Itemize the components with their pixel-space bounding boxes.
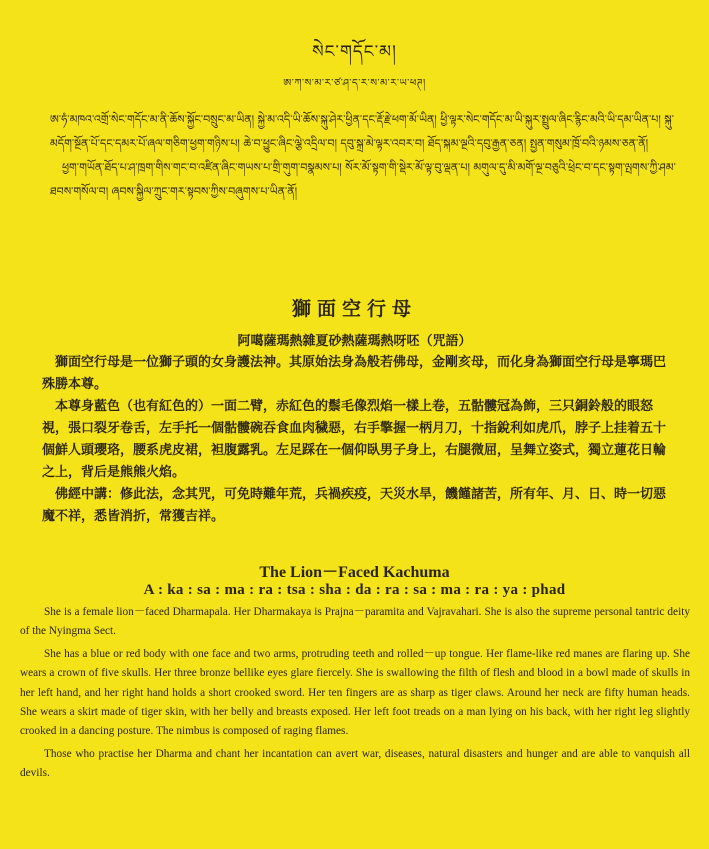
tibetan-paragraph-2: ཕྱག་གཡོན་ཐོད་པ་ཤ་ཁྲག་གིས་གང་བ་འཛིན་ཞིང་གཡས་པ་གྲི་གུག་བསྣམས་པ། སོར་མོ་སྟག་གི་སྡེར་མོ་ལྟ་བུ་ལྡན་པ། མགུལ་དུ་མི་མགོ་ལྔ་བཅུའི་ཕྲེང་བ་དང་སྟག་ལྤགས་ཀྱི་ཤམ་ཐབས་གསོལ་བ། ཞབས་སྐྱིལ་ཀྲུང་གར་སྟབས་ཀྱིས་བཞུགས་པ་ཡིན་ནོ།: [50, 161, 676, 198]
english-mantra: A : ka : sa : ma : ra : tsa : sha : da : ra : sa : ma : ra : ya : phad: [143, 582, 566, 598]
english-title: The Lion－Faced Kachuma: [259, 564, 450, 581]
tibetan-title: སེང་གདོང་མ།: [312, 42, 397, 62]
english-text-block: [20, 603, 690, 784]
chinese-paragraph-1: 獅面空行母是一位獅子頭的女身護法神。其原始法身為般若佛母，金剛亥母，而化身為獅面空行母是寧瑪巴殊勝本尊。: [42, 355, 667, 392]
chinese-mantra: 阿噶薩瑪熱雜夏砂熱薩瑪熱呀呸（咒語）: [237, 334, 472, 349]
chinese-paragraph-2: 本尊身藍色（也有紅色的）一面二臂，赤紅色的鬃毛像烈焰一樣上卷，五骷髏冠為飾，三只銅鈴般的眼怒視，張口裂牙卷舌，左手托一個骷髏碗吞食血肉穢惡，右手擎握一柄月刀，十指銳利如虎爪，脖子上挂着五十個鮮人頭瓔珞，腰系虎皮裙，袒腹露乳。左足踩在一個仰臥男子身上，右腿微屈，呈舞立姿式，獨立蓮花日輪之上，背后是熊熊火焰。: [42, 399, 667, 480]
chinese-title: 獅面空行母: [291, 298, 417, 320]
tibetan-mantra: ཨ་ཀ་ས་མ་ར་ཙ་ཤ་ད་ར་ས་མ་ར་ཡ་ཕཊ།: [283, 78, 426, 89]
english-paragraph-2: She has a blue or red body with one face and two arms, protruding teeth and rolled－up tongue. Her flame-like red manes are flaring up. She wears a crown of five skulls. Her three bronze bellike eyes glare fiercely. She is swallowing the filth of flesh and blood in a bowl made of skulls in her left hand, and her right hand holds a short crooked sword. Her ten fingers are as sharp as tiger claws. Around her neck are fifty human heads. She wears a skirt made of tiger skin, with her belly and breasts exposed. Her left foot treads on a man lying on his back, with her right leg slightly crooked in a dancing posture. The nimbus is composed of raging flames.: [20, 647, 690, 738]
english-paragraph-3: Those who practise her Dharma and chant her incantation can avert war, diseases, natural disasters and hunger and are able to vanquish all devils.: [20, 747, 690, 780]
tibetan-text-block: [50, 108, 690, 204]
chinese-paragraph-3: 佛經中講：修此法，念其咒，可免時難年荒，兵禍疾疫，天災水旱，饑饉諸苦，所有年、月、日、時一切惡魔不祥，悉皆消折，常獲吉祥。: [42, 487, 667, 524]
tibetan-paragraph-1: ཨ་ཧཾ་མཁའ་འགྲོ་སེང་གདོང་མ་ནི་ཆོས་སྐྱོང་བསྲུང་མ་ཡིན། སྐྱེ་མ་འདི་ཡི་ཆོས་སྐུ་ཤེར་ཕྱིན་དང་རྡོ་རྗེ་ཕག་མོ་ཡིན། ཕྱི་ལྟར་སེང་གདོང་མ་ཡི་སྐུར་སྤྲུལ་ཞིང་རྙིང་མའི་ཡི་དམ་ཡིན་པ། སྐུ་མདོག་སྔོན་པོ་དང་དམར་པོ་ཞལ་གཅིག་ཕྱག་གཉིས་པ། ཆེ་བ་ཕྱུང་ཞིང་ལྕེ་འདྲིལ་བ། དབུ་སྐྲ་མེ་ལྟར་འབར་བ། ཐོད་སྐམ་ལྔའི་དབུ་རྒྱན་ཅན། སྤྱན་གསུམ་ཁྲོ་བའི་ཉམས་ཅན་ནོ།: [50, 113, 674, 150]
chinese-text-block: [42, 352, 678, 526]
english-paragraph-1: She is a female lion－faced Dharmapala. Her Dharmakaya is Prajna－paramita and Vajravahari. She is also the supreme personal tantric deity of the Nyingma Sect.: [20, 606, 690, 638]
